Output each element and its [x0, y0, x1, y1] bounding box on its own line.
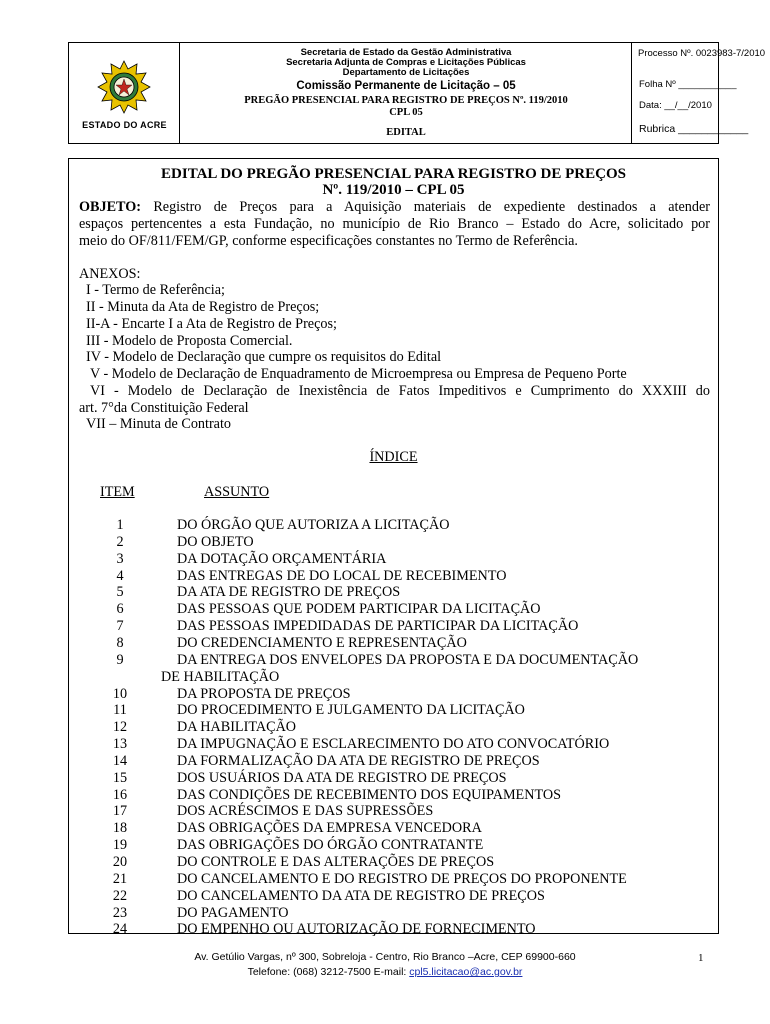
rubrica-field: Rubrica ____________	[639, 123, 749, 135]
index-item-title: DOS ACRÉSCIMOS E DAS SUPRESSÕES	[177, 803, 434, 820]
header-process-info	[632, 43, 766, 143]
index-item-number: 15	[112, 769, 128, 786]
index-item-number: 13	[112, 736, 128, 753]
index-item-number: 23	[112, 904, 128, 921]
index-item-title: DAS ENTREGAS DE DO LOCAL DE RECEBIMENTO	[177, 567, 507, 584]
header-line-3: Departamento de Licitações	[342, 67, 470, 78]
item-column-header: ITEM	[100, 484, 135, 500]
header-logo-cell	[69, 43, 180, 143]
index-item-number: 1	[116, 517, 124, 533]
index-item-number: 10	[112, 685, 128, 702]
objeto-line-2: espaços pertencentes a esta Fundação, no município de Rio Branco – Estado do Acre, solicitado por	[79, 216, 710, 232]
footer-phone: Telefone: (068) 3212-7500 E-mail:	[247, 966, 410, 978]
index-item-title: DA PROPOSTA DE PREÇOS	[177, 685, 351, 702]
index-item-number: 9	[116, 651, 124, 668]
header-line-7: EDITAL	[386, 127, 426, 138]
anexo-item-continuation: art. 7°da Constituição Federal	[79, 400, 249, 416]
footer-address: Av. Getúlio Vargas, nº 300, Sobreloja - Centro, Rio Branco –Acre, CEP 69900-660	[194, 951, 576, 963]
index-item-number: 11	[113, 702, 127, 719]
anexo-item: IV - Modelo de Declaração que cumpre os requisitos do Edital	[86, 349, 442, 365]
index-item-title: DAS OBRIGAÇÕES DO ÓRGÃO CONTRATANTE	[177, 837, 484, 854]
objeto-label: OBJETO:	[79, 199, 142, 215]
state-seal-icon	[97, 60, 151, 114]
anexo-item: I - Termo de Referência;	[86, 282, 225, 298]
index-item-number: 17	[112, 803, 128, 820]
index-item-title: DAS CONDIÇÕES DE RECEBIMENTO DOS EQUIPAMENTOS	[177, 786, 562, 803]
index-item-title: DO ÓRGÃO QUE AUTORIZA A LICITAÇÃO	[177, 517, 450, 533]
objeto-line-3: meio do OF/811/FEM/GP, conforme especificações constantes no Termo de Referência.	[79, 233, 578, 249]
index-item-title: DO CANCELAMENTO DA ATA DE REGISTRO DE PREÇOS	[177, 887, 545, 904]
page-number: 1	[698, 952, 704, 964]
index-item-number: 3	[116, 550, 124, 567]
index-item-number: 18	[112, 820, 128, 837]
index-item-number: 6	[116, 601, 124, 618]
index-item-number: 5	[116, 584, 124, 601]
index-item-number: 14	[112, 752, 128, 769]
index-item-number: 21	[112, 870, 128, 887]
objeto-line-1: OBJETO: Registro de Preços para a Aquisição materiais de expediente destinados a atender	[79, 199, 710, 215]
footer-contact	[0, 965, 770, 980]
doc-title: EDITAL DO PREGÃO PRESENCIAL PARA REGISTRO DE PREÇOS	[161, 166, 626, 182]
anexo-item: II-A - Encarte I a Ata de Registro de Preços;	[86, 316, 337, 332]
index-item-number: 20	[112, 854, 128, 870]
header-line-1: Secretaria de Estado da Gestão Administrativa	[300, 47, 512, 58]
index-item-title: DO EMPENHO OU AUTORIZAÇÃO DE FORNECIMENTO	[177, 921, 536, 938]
index-item-title: DAS PESSOAS QUE PODEM PARTICIPAR DA LICITAÇÃO	[177, 601, 541, 618]
assunto-column-header: ASSUNTO	[204, 484, 270, 500]
email-link[interactable]: cpl5.licitacao@ac.gov.br	[409, 966, 523, 978]
header-line-2: Secretaria Adjunta de Compras e Licitações Públicas	[286, 57, 526, 68]
index-item-title: DO OBJETO	[177, 533, 254, 550]
indice-title: ÍNDICE	[369, 449, 418, 465]
index-item-title: DO CANCELAMENTO E DO REGISTRO DE PREÇOS DO PROPONENTE	[177, 870, 627, 887]
anexo-item: VII – Minuta de Contrato	[86, 416, 231, 432]
index-item-number: 16	[112, 786, 128, 803]
index-item-number: 12	[112, 719, 128, 736]
anexo-item: III - Modelo de Proposta Comercial.	[86, 333, 293, 349]
index-item-title: DA HABILITAÇÃO	[177, 719, 297, 736]
document-body	[68, 158, 719, 938]
index-item-title: DAS OBRIGAÇÕES DA EMPRESA VENCEDORA	[177, 820, 482, 837]
index-item-title: DA FORMALIZAÇÃO DA ATA DE REGISTRO DE PREÇOS	[177, 752, 540, 769]
index-item-title: DO PROCEDIMENTO E JULGAMENTO DA LICITAÇÃO	[177, 702, 525, 719]
process-number: Processo Nº. 0023983-7/2010	[638, 48, 766, 59]
index-item-title: DO CONTROLE E DAS ALTERAÇÕES DE PREÇOS	[177, 854, 495, 870]
index-item-title: DAS PESSOAS IMPEDIDADAS DE PARTICIPAR DA LICITAÇÃO	[177, 618, 579, 635]
index-item-title: DA ATA DE REGISTRO DE PREÇOS	[177, 584, 401, 601]
index-item-title: DO PAGAMENTO	[177, 904, 289, 921]
index-item-title-continuation: DE HABILITAÇÃO	[161, 668, 280, 685]
index-item-title: DA IMPUGNAÇÃO E ESCLARECIMENTO DO ATO CONVOCATÓRIO	[177, 736, 610, 753]
page-footer	[0, 950, 770, 980]
state-label: ESTADO DO ACRE	[82, 120, 167, 130]
anexo-item: VI - Modelo de Declaração de Inexistência de Fatos Impeditivos e Cumprimento do XXXIII do	[90, 383, 710, 399]
index-item-number: 2	[116, 533, 124, 550]
date-field: Data: __/__/2010	[639, 100, 712, 111]
anexos-label: ANEXOS:	[79, 266, 141, 282]
index-item-number: 24	[112, 921, 128, 938]
index-item-number: 8	[116, 634, 124, 651]
header-line-4: Comissão Permanente de Licitação – 05	[296, 80, 516, 92]
header-line-5: PREGÃO PRESENCIAL PARA REGISTRO DE PREÇOS Nº. 119/2010	[244, 95, 568, 106]
index-item-number: 19	[112, 837, 128, 854]
index-item-title: DO CREDENCIAMENTO E REPRESENTAÇÃO	[177, 634, 467, 651]
doc-subtitle: Nº. 119/2010 – CPL 05	[322, 182, 465, 198]
anexo-item: II - Minuta da Ata de Registro de Preços;	[86, 299, 320, 315]
anexo-item: V - Modelo de Declaração de Enquadramento de Microempresa ou Empresa de Pequeno Porte	[90, 366, 627, 382]
header-center	[180, 43, 632, 143]
index-item-title: DA DOTAÇÃO ORÇAMENTÁRIA	[177, 550, 387, 567]
index-item-title: DOS USUÁRIOS DA ATA DE REGISTRO DE PREÇOS	[177, 769, 507, 786]
document-header	[68, 42, 766, 144]
index-item-number: 22	[112, 887, 128, 904]
header-line-6: CPL 05	[389, 107, 423, 118]
index-item-number: 7	[116, 618, 124, 635]
index-item-number: 4	[116, 567, 124, 584]
folha-field: Folha Nº ___________	[639, 79, 737, 90]
index-item-title: DA ENTREGA DOS ENVELOPES DA PROPOSTA E DA DOCUMENTAÇÃO	[177, 651, 639, 668]
